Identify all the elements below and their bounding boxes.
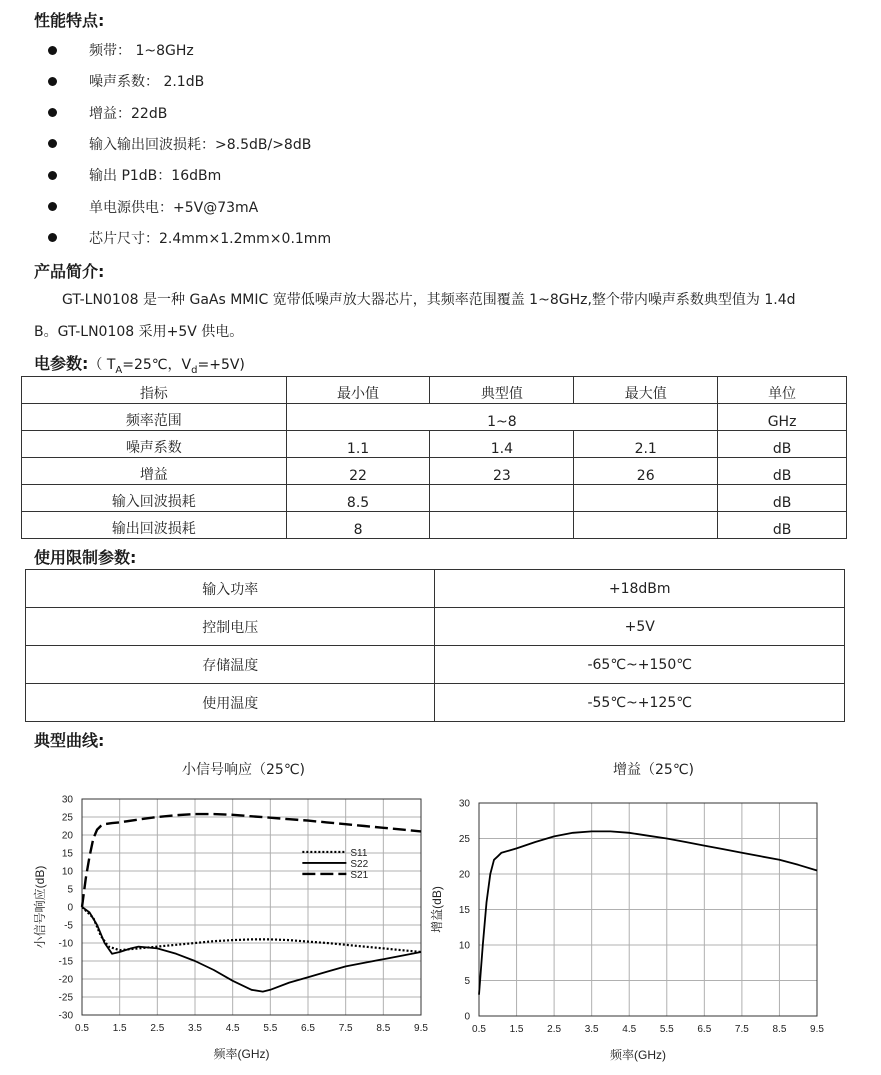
chart2-plot-frame	[479, 803, 817, 1016]
limit-name-cell: 输入功率	[26, 570, 435, 608]
param-name-cell: 频率范围	[22, 404, 287, 431]
table-row	[22, 431, 847, 458]
chart2-x-tick-label: 7.5	[734, 1024, 749, 1035]
chart1-y-tick-label: -5	[64, 920, 73, 932]
chart1-y-axis-label: 小信号响应(dB)	[33, 865, 47, 949]
chart1-y-tick-label: 10	[61, 866, 73, 878]
table-row	[22, 404, 847, 431]
param-unit-cell: GHz	[718, 404, 847, 431]
header-cell: 最大值	[574, 377, 718, 404]
chart1-y-tick-label: 15	[61, 848, 73, 860]
chart2-x-tick-label: 1.5	[509, 1024, 524, 1035]
intro-heading: 产品简介:	[34, 262, 105, 281]
bullet-icon	[48, 139, 57, 148]
bullet-icon	[48, 171, 57, 180]
feature-item	[48, 197, 258, 217]
param-name-cell: 增益	[22, 458, 287, 485]
chart2-x-tick-label: 0.5	[472, 1024, 486, 1035]
chart2-x-tick-label: 9.5	[810, 1024, 824, 1035]
param-min-cell: 22	[286, 458, 430, 485]
param-typ-cell	[430, 512, 574, 539]
bullet-icon	[48, 46, 57, 55]
param-name-cell: 输出回波损耗	[22, 512, 287, 539]
chart1-y-tick-label: 25	[61, 812, 73, 824]
param-min-cell: 1.1	[286, 431, 430, 458]
chart2-series-gain-line	[479, 831, 817, 994]
chart1-series-s21-line	[82, 814, 421, 907]
chart1-legend-label: S11	[350, 847, 368, 859]
header-cell: 单位	[718, 377, 847, 404]
table-row	[26, 570, 845, 608]
chart1-y-tick-label: 30	[61, 794, 73, 806]
feature-text: 噪声系数： 2.1dB	[89, 74, 205, 91]
param-typ-cell: 1.4	[430, 431, 574, 458]
feature-item	[48, 71, 204, 91]
param-typ-cell: 23	[430, 458, 574, 485]
chart1-x-tick-label: 4.5	[225, 1023, 240, 1034]
feature-item	[48, 228, 331, 248]
param-min-cell: 8.5	[286, 485, 430, 512]
chart1-series-s11-line	[82, 907, 421, 952]
chart2-y-tick-label: 20	[458, 869, 470, 881]
chart1-x-tick-label: 2.5	[150, 1023, 165, 1034]
chart1-x-tick-label: 9.5	[414, 1023, 428, 1034]
chart2-y-tick-label: 15	[458, 905, 470, 916]
table-row	[26, 646, 845, 684]
bullet-icon	[48, 108, 57, 117]
param-min-cell: 8	[286, 512, 430, 539]
feature-text: 增益：22dB	[89, 105, 168, 122]
chart1-plot-frame	[82, 799, 421, 1015]
chart2-y-tick-label: 5	[464, 976, 470, 987]
chart2-x-axis-label: 频率(GHz)	[610, 1048, 666, 1062]
chart2-y-tick-label: 0	[464, 1011, 470, 1023]
header-cell: 典型值	[430, 377, 574, 404]
chart2-y-axis-label: 增益(dB)	[430, 886, 444, 933]
param-max-cell	[574, 512, 718, 539]
chart1-y-tick-label: 20	[61, 830, 73, 842]
table-row	[22, 458, 847, 485]
chart2-x-tick-label: 3.5	[584, 1024, 599, 1035]
feature-item	[48, 165, 221, 185]
feature-text: 输出 P1dB：16dBm	[89, 168, 222, 185]
param-name-cell: 输入回波损耗	[22, 485, 287, 512]
chart2-x-tick-label: 4.5	[622, 1024, 637, 1035]
chart1-y-tick-label: 5	[67, 884, 73, 896]
chart1-x-tick-label: 6.5	[301, 1023, 315, 1034]
header-cell: 指标	[22, 377, 287, 404]
chart2-y-tick-label: 30	[458, 798, 470, 810]
feature-item	[48, 134, 311, 154]
chart2-x-tick-label: 8.5	[772, 1024, 787, 1035]
bullet-icon	[48, 233, 57, 242]
chart2-x-tick-label: 2.5	[547, 1024, 562, 1035]
bullet-icon	[48, 77, 57, 86]
curves-heading: 典型曲线:	[34, 731, 105, 750]
limits-heading: 使用限制参数:	[34, 548, 137, 567]
table-row	[22, 485, 847, 512]
chart2-x-tick-label: 5.5	[659, 1024, 674, 1035]
table-header-row	[22, 377, 847, 404]
electrical-table	[21, 376, 847, 539]
feature-text: 输入输出回波损耗：>8.5dB/>8dB	[89, 136, 312, 153]
bullet-icon	[48, 202, 57, 211]
feature-item	[48, 40, 194, 60]
chart1-y-tick-label: 0	[67, 902, 73, 914]
param-unit-cell: dB	[718, 431, 847, 458]
limit-value-cell: -55℃~+125℃	[435, 684, 845, 722]
limit-value-cell: -65℃~+150℃	[435, 646, 845, 684]
chart1-x-tick-label: 3.5	[188, 1023, 202, 1034]
chart1-y-tick-label: -10	[58, 938, 73, 950]
chart1-y-tick-label: -30	[58, 1010, 73, 1022]
chart1-y-tick-label: -25	[58, 992, 73, 1004]
features-heading: 性能特点:	[34, 11, 105, 30]
electrical-conditions: （ $T_A=25℃$，$V_d=+5V$)	[88, 357, 245, 376]
param-unit-cell: dB	[718, 458, 847, 485]
feature-text: 芯片尺寸：2.4mm×1.2mm×0.1mm	[89, 230, 332, 247]
intro-line-2: B。GT-LN0108 采用+5V 供电。	[34, 324, 244, 340]
header-cell: 最小值	[286, 377, 430, 404]
chart1-y-tick-label: -15	[58, 956, 73, 968]
table-row	[26, 684, 845, 722]
limit-value-cell: +5V	[435, 608, 845, 646]
table-row	[26, 608, 845, 646]
chart2-y-tick-label: 25	[458, 834, 470, 845]
chart1-y-tick-label: -20	[58, 974, 73, 986]
feature-text: 单电源供电：+5V@73mA	[89, 199, 259, 216]
feature-item	[48, 103, 167, 123]
intro-paragraph	[34, 284, 854, 348]
chart1-x-tick-label: 1.5	[112, 1023, 127, 1034]
limit-name-cell: 使用温度	[26, 684, 435, 722]
chart2-y-tick-label: 10	[458, 940, 470, 952]
param-max-cell	[574, 485, 718, 512]
table-row	[22, 512, 847, 539]
chart1-x-tick-label: 8.5	[376, 1023, 391, 1034]
param-max-cell: 2.1	[574, 431, 718, 458]
param-name-cell: 噪声系数	[22, 431, 287, 458]
chart1-x-tick-label: 5.5	[263, 1023, 278, 1034]
feature-text: 频带： 1~8GHz	[89, 43, 194, 59]
limits-table	[25, 569, 845, 722]
chart2-x-tick-label: 6.5	[697, 1024, 712, 1035]
param-unit-cell: dB	[718, 512, 847, 539]
chart1-x-tick-label: 7.5	[338, 1023, 353, 1034]
param-max-cell: 26	[574, 458, 718, 485]
chart1-legend-label: S21	[350, 869, 369, 881]
param-unit-cell: dB	[718, 485, 847, 512]
chart1-title: 小信号响应（25℃)	[182, 762, 305, 778]
chart1-legend-label: S22	[350, 858, 369, 870]
chart2-title: 增益（25℃)	[613, 762, 694, 778]
chart1-x-axis-label: 频率(GHz)	[213, 1047, 270, 1061]
limit-value-cell: +18dBm	[435, 570, 845, 608]
chart1-series-s22-line	[82, 907, 421, 992]
param-span-cell: 1~8	[286, 404, 717, 431]
electrical-heading: 电参数:（ $T_A=25℃$，$V_d=+5V$)	[34, 354, 245, 376]
limit-name-cell: 控制电压	[26, 608, 435, 646]
intro-line-1: GT-LN0108 是一种 GaAs MMIC 宽带低噪声放大器芯片，其频率范围覆盖 1~8GHz,整个带内噪声系数典型值为 1.4d	[62, 292, 796, 308]
chart1-x-tick-label: 0.5	[75, 1023, 89, 1034]
param-typ-cell	[430, 485, 574, 512]
limit-name-cell: 存储温度	[26, 646, 435, 684]
